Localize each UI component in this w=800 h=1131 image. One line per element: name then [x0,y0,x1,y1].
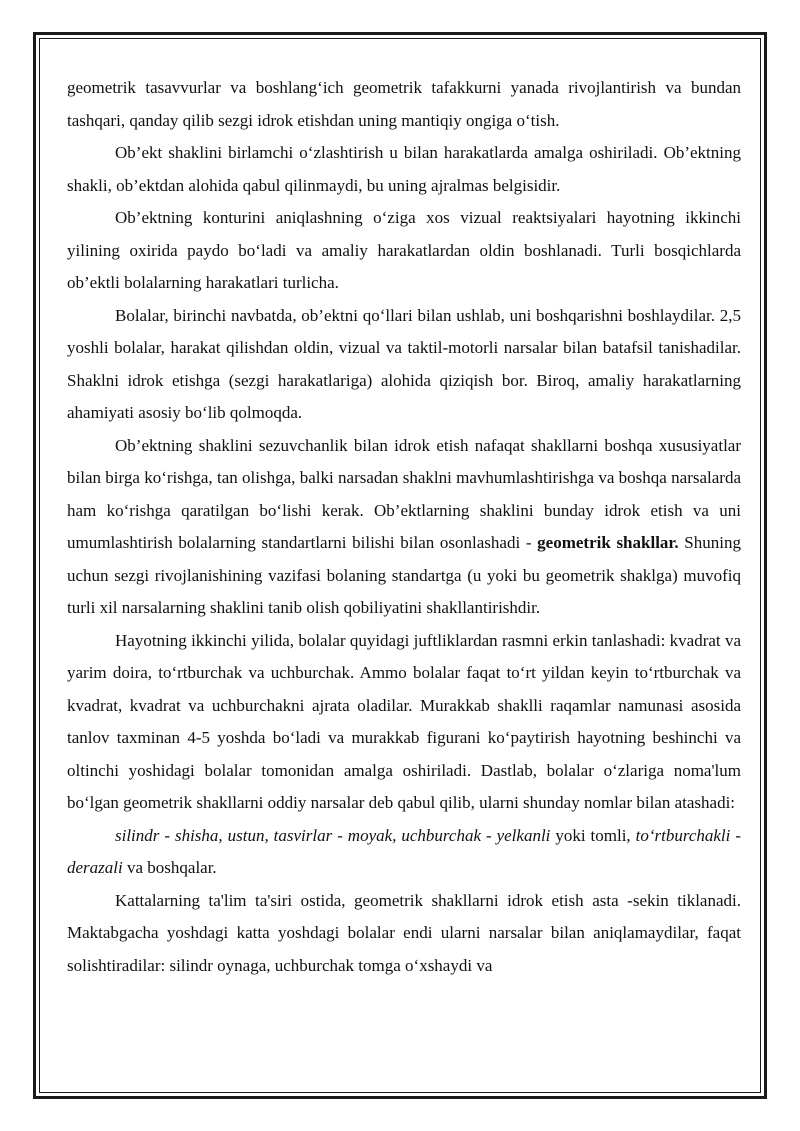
italic-examples: to‘rtburchakli - derazali [67,825,741,877]
paragraph [67,820,741,885]
paragraph: Ob’ekt shaklini birlamchi o‘zlashtirish u bilan harakatlarda amalga oshiriladi. Ob’ektning shakli, ob’ektdan alohida qabul qilinmaydi, bu uning ajralmas belgisidir. [67,143,741,195]
document-body [67,72,741,982]
paragraph: Ob’ektning konturini aniqlashning o‘ziga xos vizual reaktsiyalari hayotning ikkinchi yilining oxirida paydo bo‘ladi va amaliy harakatlardan oldin boshlanadi. Turli bosqichlarda ob’ektli bolalarning harakatlari turlicha. [67,208,741,292]
bold-term: geometrik shakllar. [537,533,679,552]
paragraph: Hayotning ikkinchi yilida, bolalar quyidagi juftliklardan rasmni erkin tanlashadi: kvadrat va yarim doira, to‘rtburchak va uchburchak. Ammo bolalar faqat to‘rt yildan keyin to‘rtburchak va kvadrat, kvadrat va uchburchakni ajrata oladilar. Murakkab shaklli raqamlar namunasi asosida tanlov taxminan 4-5 yoshda bo‘ladi va murakkab figurani ko‘paytirish hayotning beshinchi va oltinchi yoshidagi bolalar tomonidan amalga oshiriladi. Dastlab, bolalar o‘zlariga noma'lum bo‘lgan geometrik shakllarni oddiy narsalar deb qabul qilib, ularni shunday nomlar bilan atashadi: [67,630,741,812]
paragraph: geometrik tasavvurlar va boshlang‘ich geometrik tafakkurni yanada rivojlantirish va bundan tashqari, qanday qilib sezgi idrok etishdan uning mantiqiy ongiga o‘tish. [67,78,741,130]
paragraph-text: yoki tomli, [550,825,636,845]
paragraph: Kattalarning ta'lim ta'siri ostida, geometrik shakllarni idrok etish asta -sekin tiklanadi. Maktabgacha yoshdagi katta yoshdagi bolalar endi ularni narsalar bilan aniqlamaydilar, faqat solishtiradilar: silindr oynaga, uchburchak tomga o‘xshaydi va [67,890,741,975]
paragraph-text: Ob’ektning shaklini sezuvchanlik bilan idrok etish nafaqat shakllarni boshqa xususiyatlar bilan birga ko‘rishga, tan olishga, balki narsadan shaklni mavhumlashtirishga va boshqa narsalarda ham ko‘rishga qaratilgan bo‘lishi kerak. Ob’ektlarning shaklini bunday idrok etish va uni umumlashtirish bolalarning standartlarni bilishi bilan osonlashadi - [67,435,741,552]
paragraph-text: Shuning uchun sezgi rivojlanishining vazifasi bolaning standartga (u yoki bu geometrik shaklga) muvofiq turli xil narsalarning shaklini tanib olish qobiliyatini shakllantirishdir. [67,533,741,617]
paragraph-text: va boshqalar. [122,858,217,877]
italic-examples: silindr - shisha, ustun, tasvirlar - moyak, uchburchak - yelkanli [115,825,551,845]
paragraph [67,430,741,625]
paragraph: Bolalar, birinchi navbatda, ob’ektni qo‘llari bilan ushlab, uni boshqarishni boshlaydilar. 2,5 yoshli bolalar, harakat qilishdan oldin, vizual va taktil-motorli narsalar bilan batafsil tanishadilar. Shaklni idrok etishga (sezgi harakatlariga) alohida qiziqish bor. Biroq, amaliy harakatlarning ahamiyati asosiy bo‘lib qolmoqda. [67,305,741,422]
